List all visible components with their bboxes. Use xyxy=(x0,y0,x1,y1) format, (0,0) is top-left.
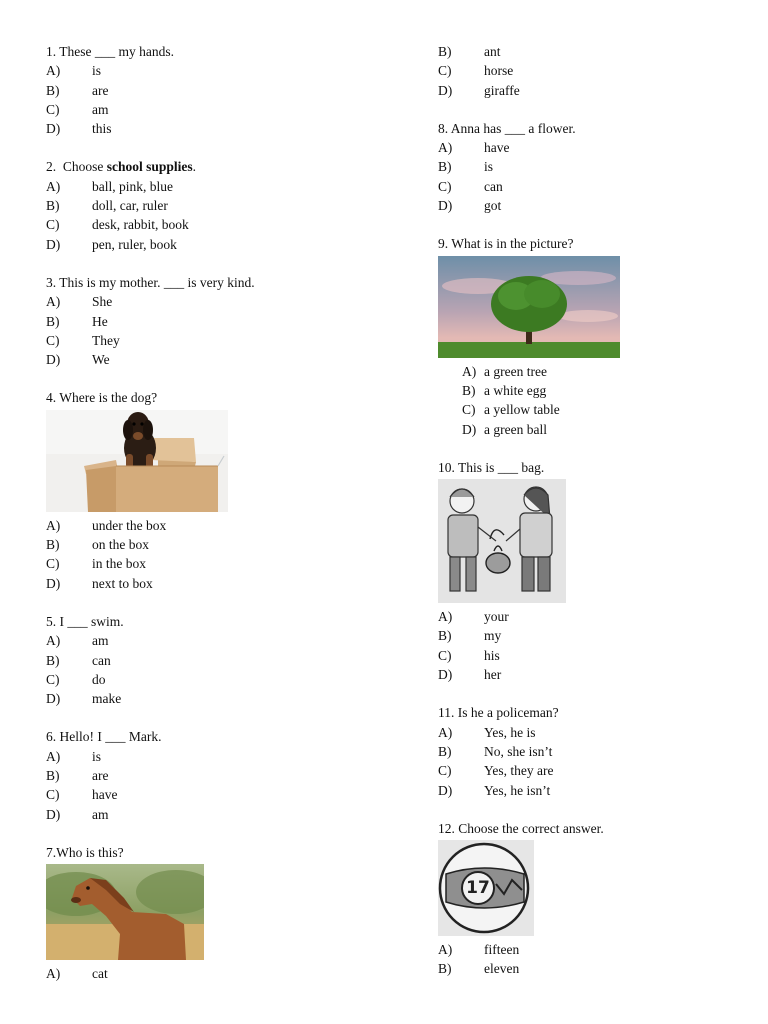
question-5 xyxy=(46,612,386,708)
option-a[interactable]: A) a green tree xyxy=(462,363,547,379)
option-a[interactable]: A) cat xyxy=(46,966,108,982)
option-b[interactable]: B) a white egg xyxy=(462,382,547,398)
question-stem: 11. Is he a policeman? xyxy=(438,705,559,721)
option-b[interactable]: B) He xyxy=(46,313,108,329)
option-c[interactable]: C) Yes, they are xyxy=(438,763,554,779)
question-stem: 10. This is ___ bag. xyxy=(438,459,545,475)
option-b[interactable]: B) doll, car, ruler xyxy=(46,198,168,214)
option-a[interactable]: A) under the box xyxy=(46,517,167,533)
option-c[interactable]: C) can xyxy=(438,178,503,194)
option-c[interactable]: C) desk, rabbit, book xyxy=(46,217,189,233)
number-ball-image xyxy=(438,840,534,936)
question-3 xyxy=(46,273,386,369)
option-a[interactable]: A) am xyxy=(46,633,109,649)
question-9 xyxy=(438,234,768,438)
option-d[interactable]: D) We xyxy=(46,352,110,368)
option-b[interactable]: B) can xyxy=(46,652,111,668)
question-stem: 3. This is my mother. ___ is very kind. xyxy=(46,274,255,290)
right-column xyxy=(438,42,768,998)
option-b[interactable]: B) eleven xyxy=(438,961,520,977)
horse-image xyxy=(46,864,204,960)
option-c[interactable]: C) have xyxy=(46,787,118,803)
question-stem: 9. What is in the picture? xyxy=(438,236,574,252)
option-d[interactable]: D) this xyxy=(46,121,112,137)
question-stem: 12. Choose the correct answer. xyxy=(438,820,604,836)
question-12 xyxy=(438,819,768,979)
two-girls-bag-image xyxy=(438,479,566,603)
option-c[interactable]: C) a yellow table xyxy=(462,402,560,418)
question-stem: 1. These ___ my hands. xyxy=(46,44,174,59)
question-2 xyxy=(46,157,386,253)
question-stem: 8. Anna has ___ a flower. xyxy=(438,120,576,136)
question-stem: 4. Where is the dog? xyxy=(46,390,158,406)
option-c[interactable]: C) in the box xyxy=(46,556,146,572)
option-d[interactable]: D) got xyxy=(438,198,502,214)
question-10 xyxy=(438,458,768,684)
option-c[interactable]: C) horse xyxy=(438,63,514,79)
option-a[interactable]: A) your xyxy=(438,609,509,625)
option-c[interactable]: C) They xyxy=(46,332,120,348)
ball-number-label: 17 xyxy=(466,878,490,899)
option-a[interactable]: A) She xyxy=(46,294,113,310)
question-11 xyxy=(438,703,768,799)
option-b[interactable]: B) ant xyxy=(438,44,501,59)
question-stem: 2. Choose school supplies. xyxy=(46,159,197,175)
question-stem: 7.Who is this? xyxy=(46,844,124,860)
option-a[interactable]: A) ball, pink, blue xyxy=(46,178,173,194)
question-7 xyxy=(46,843,386,984)
option-a[interactable]: A) fifteen xyxy=(438,942,520,958)
option-b[interactable]: B) my xyxy=(438,628,502,644)
option-c[interactable]: C) am xyxy=(46,101,109,117)
option-d[interactable]: D) pen, ruler, book xyxy=(46,236,177,252)
question-7-continued xyxy=(438,42,768,100)
option-a[interactable]: A) is xyxy=(46,748,102,764)
question-1 xyxy=(46,42,386,138)
option-b[interactable]: B) No, she isn’t xyxy=(438,743,553,759)
question-8 xyxy=(438,119,768,215)
option-d[interactable]: D) a green ball xyxy=(462,421,547,437)
option-d[interactable]: D) her xyxy=(438,667,502,683)
dog-in-box-image xyxy=(46,410,228,512)
option-b[interactable]: B) is xyxy=(438,159,494,175)
question-stem: 5. I ___ swim. xyxy=(46,613,124,629)
option-a[interactable]: A) have xyxy=(438,140,510,156)
question-4 xyxy=(46,388,386,592)
option-d[interactable]: D) Yes, he isn’t xyxy=(438,782,551,798)
option-a[interactable]: A) Yes, he is xyxy=(438,724,536,740)
option-c[interactable]: C) do xyxy=(46,671,106,687)
option-b[interactable]: B) on the box xyxy=(46,537,149,553)
option-d[interactable]: D) giraffe xyxy=(438,82,520,98)
option-d[interactable]: D) next to box xyxy=(46,575,153,591)
option-d[interactable]: D) make xyxy=(46,691,122,707)
option-d[interactable]: D) am xyxy=(46,806,109,822)
option-b[interactable]: B) are xyxy=(46,82,109,98)
question-6 xyxy=(46,727,386,823)
option-a[interactable]: A) is xyxy=(46,63,102,79)
tree-image xyxy=(438,256,620,358)
question-stem: 6. Hello! I ___ Mark. xyxy=(46,729,162,745)
option-b[interactable]: B) are xyxy=(46,768,109,784)
left-column xyxy=(46,42,386,1003)
option-c[interactable]: C) his xyxy=(438,647,500,663)
